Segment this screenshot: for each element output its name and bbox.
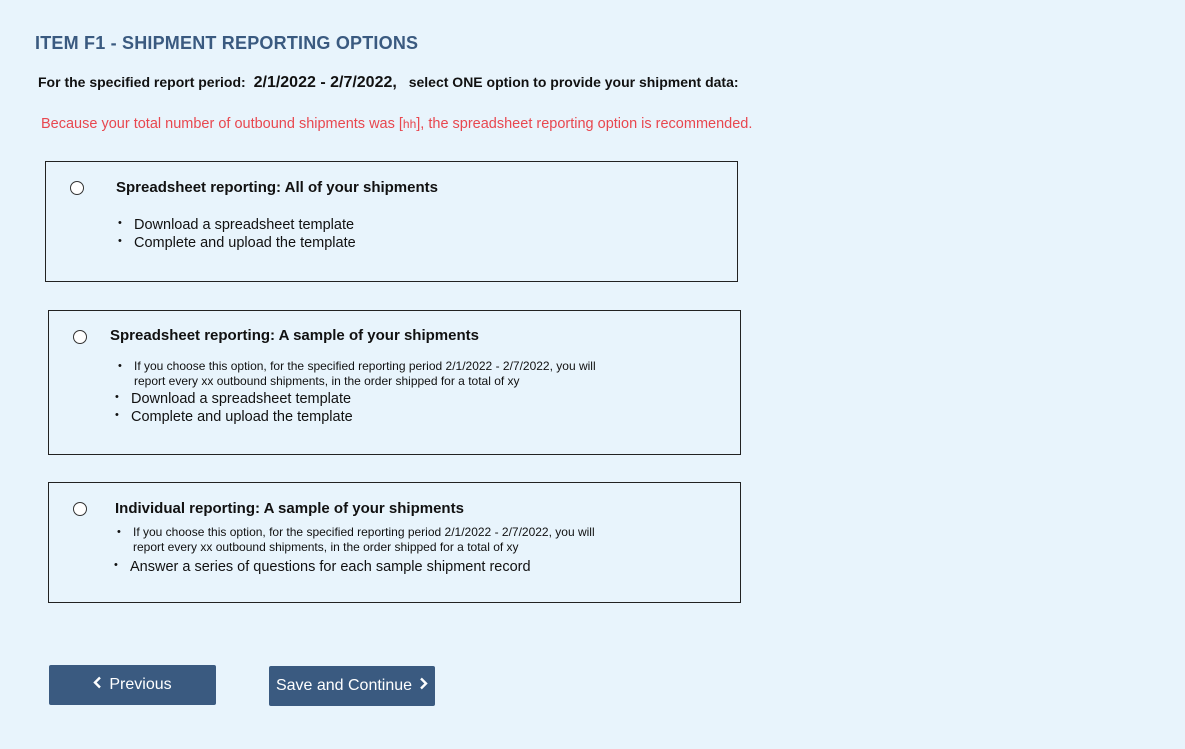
radio-spreadsheet-sample[interactable] xyxy=(73,330,87,344)
option-title: Spreadsheet reporting: All of your shipments xyxy=(116,179,438,196)
option-title: Individual reporting: A sample of your shipments xyxy=(115,500,464,517)
report-period: 2/1/2022 - 2/7/2022, xyxy=(253,74,397,91)
instructions-suffix: select ONE option to provide your shipment data: xyxy=(408,74,739,90)
list-item: • If you choose this option, for the specified reporting period 2/1/2022 - 2/7/2022, you will report every xx outbound shipments, in the order shipped for a total of xy xyxy=(117,525,595,554)
radio-individual-sample[interactable] xyxy=(73,502,87,516)
list-item: • If you choose this option, for the specified reporting period 2/1/2022 - 2/7/2022, you will report every xx outbound shipments, in the order shipped for a total of xy xyxy=(118,359,596,388)
page-title: ITEM F1 - SHIPMENT REPORTING OPTIONS xyxy=(35,33,419,53)
list-item: • Complete and upload the template xyxy=(115,409,353,425)
save-and-continue-button[interactable] xyxy=(269,666,435,706)
list-item: • Download a spreadsheet template xyxy=(118,217,355,233)
previous-button[interactable] xyxy=(49,665,216,705)
chevron-left-icon xyxy=(93,676,102,694)
shipment-count-placeholder: hh xyxy=(402,117,417,131)
recommendation-message xyxy=(41,116,752,132)
save-and-continue-label: Save and Continue xyxy=(275,677,413,694)
option-spreadsheet-all[interactable] xyxy=(45,161,738,282)
list-item: • Answer a series of questions for each sample shipment record xyxy=(114,559,531,575)
sample-note-line1: If you choose this option, for the specified reporting period 2/1/2022 - 2/7/2022, you will xyxy=(134,359,596,373)
sample-note-line2: report every xx outbound shipments, in the order shipped for a total of xy xyxy=(134,374,520,388)
previous-label: Previous xyxy=(109,676,172,693)
option-individual-sample[interactable] xyxy=(48,482,741,603)
sample-note-line1: If you choose this option, for the specified reporting period 2/1/2022 - 2/7/2022, you will xyxy=(133,525,595,539)
sample-note-line2: report every xx outbound shipments, in the order shipped for a total of xy xyxy=(133,540,519,554)
recommendation-after: ], the spreadsheet reporting option is recommended. xyxy=(416,116,753,132)
option-title: Spreadsheet reporting: A sample of your shipments xyxy=(110,327,479,344)
instructions xyxy=(38,74,739,92)
chevron-right-icon xyxy=(419,677,428,695)
list-item: • Download a spreadsheet template xyxy=(115,391,352,407)
recommendation-before: Because your total number of outbound shipments was [ xyxy=(41,116,403,132)
list-item: • Complete and upload the template xyxy=(118,235,356,251)
instructions-prefix: For the specified report period: xyxy=(38,74,246,90)
radio-spreadsheet-all[interactable] xyxy=(70,181,84,195)
option-spreadsheet-sample[interactable] xyxy=(48,310,741,455)
